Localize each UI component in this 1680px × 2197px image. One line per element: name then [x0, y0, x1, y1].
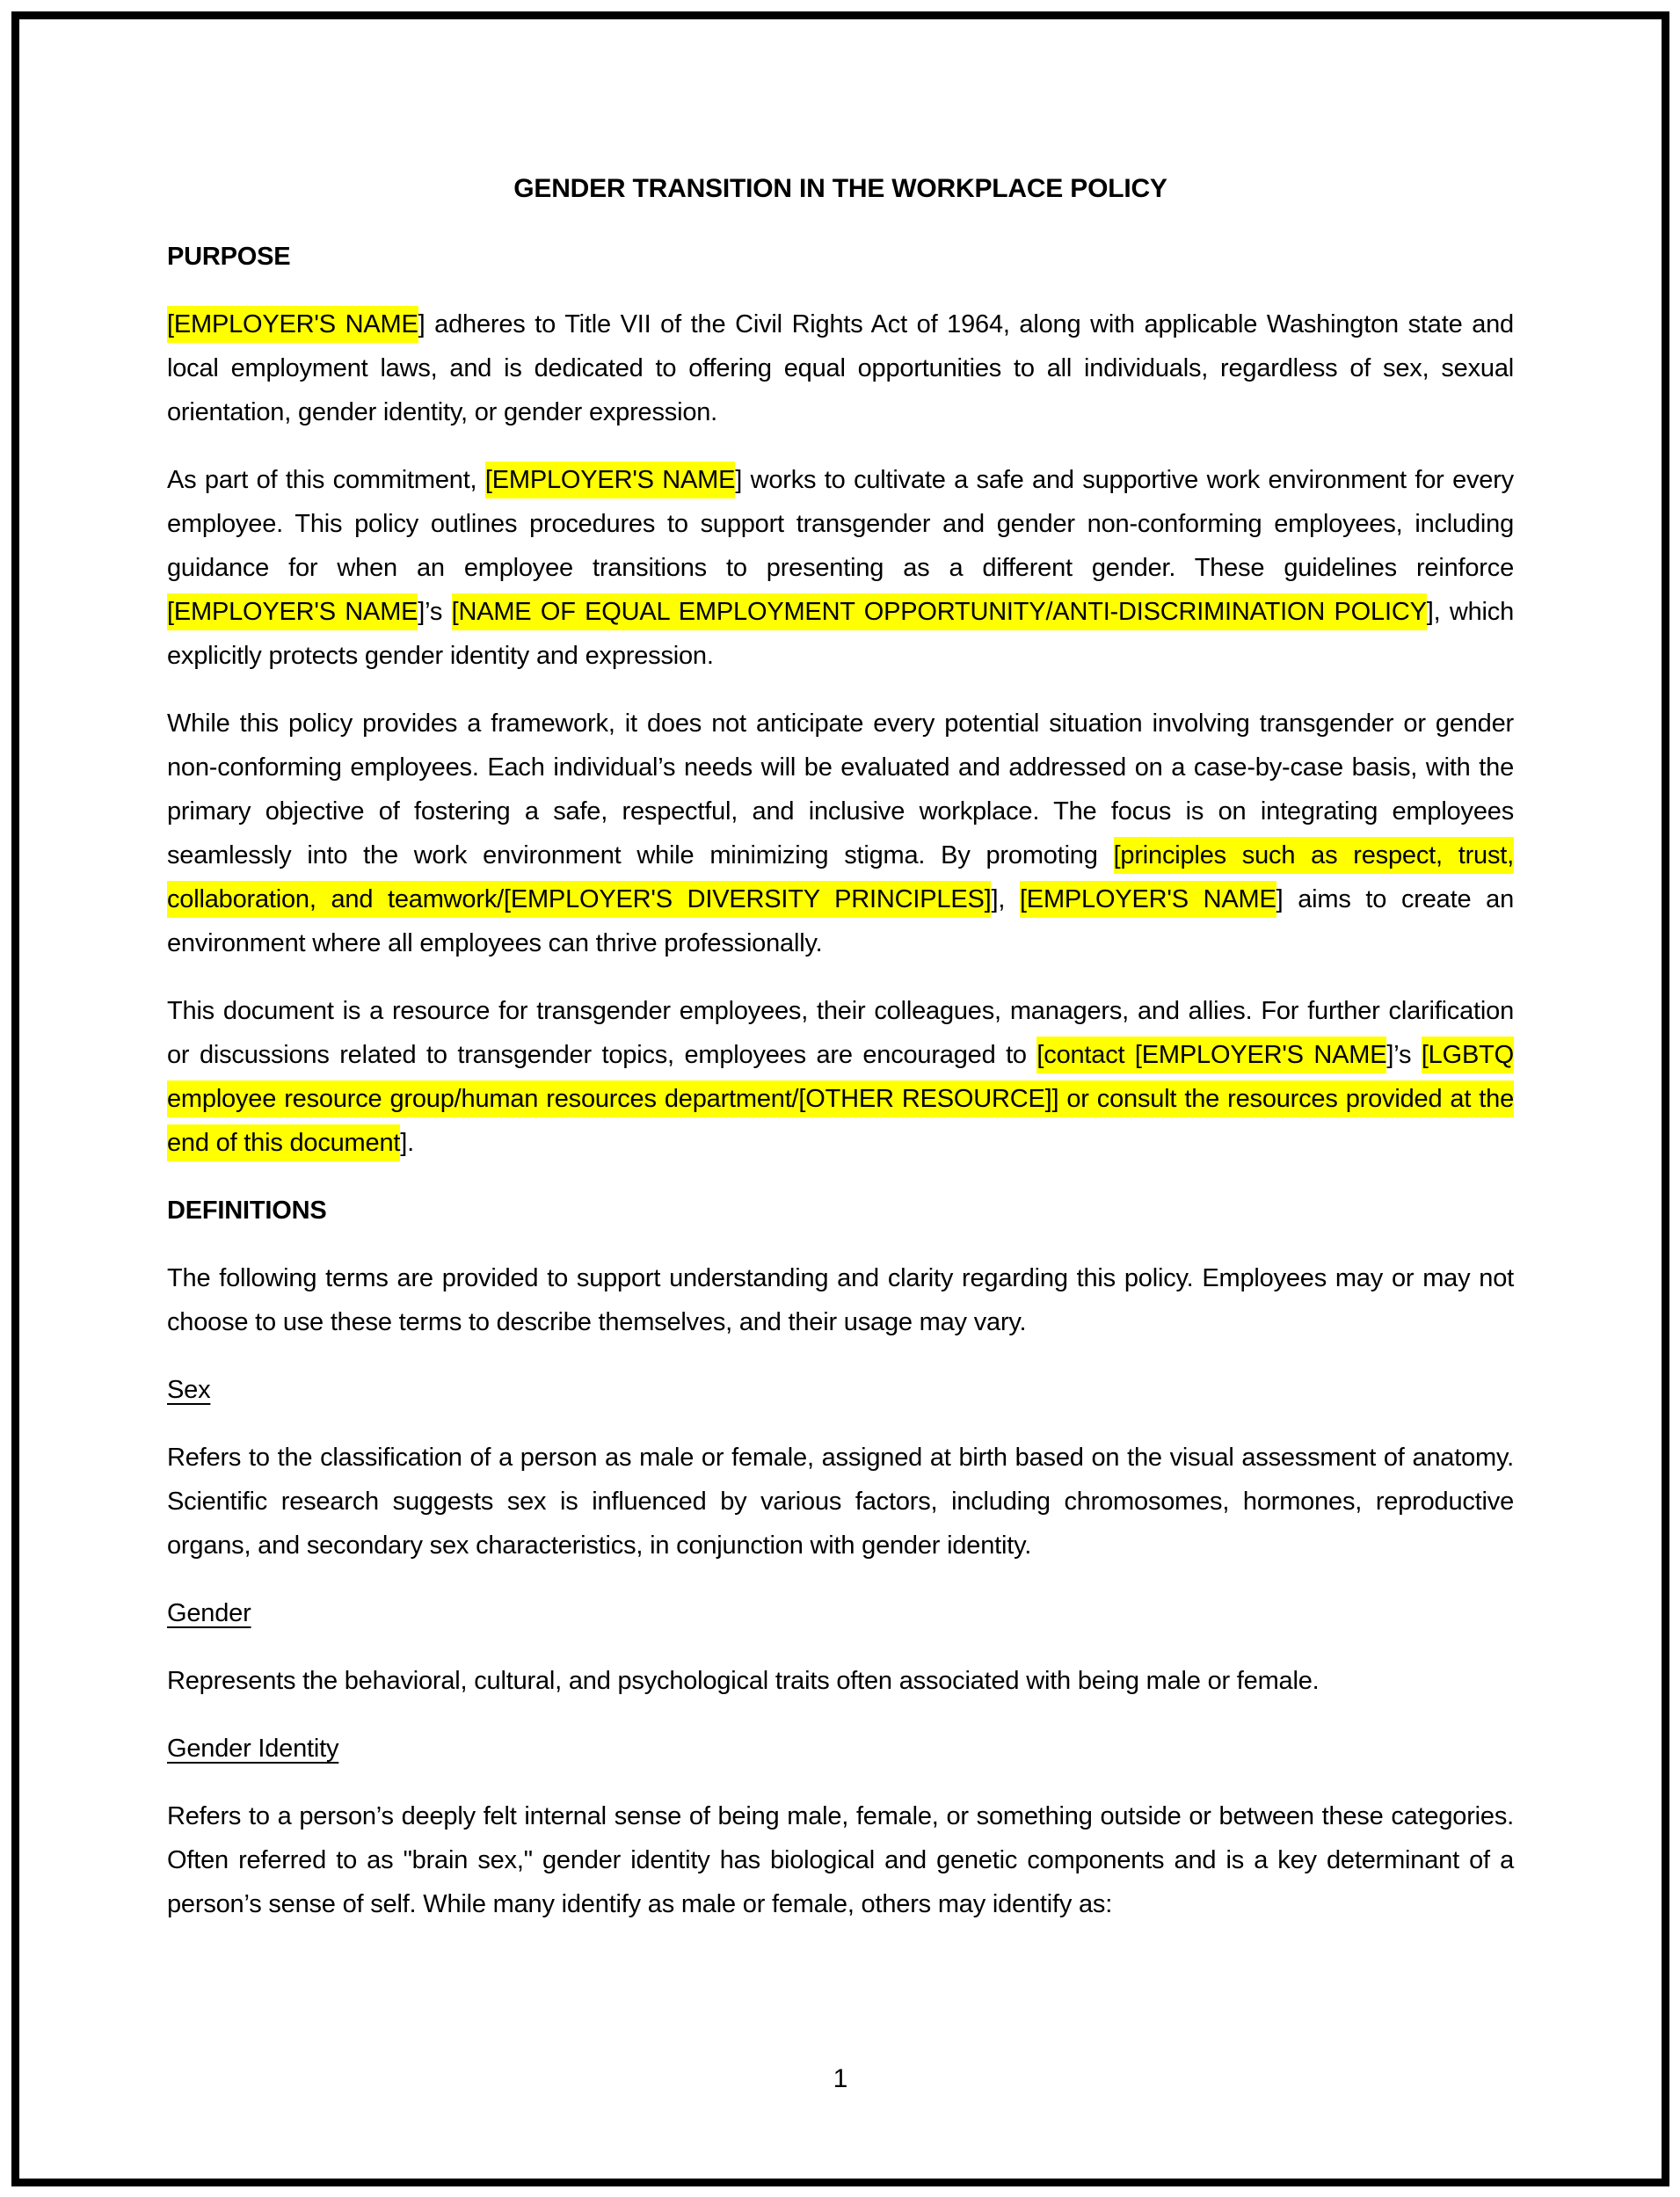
highlighted-placeholder: [contact [EMPLOYER'S NAME: [1036, 1037, 1386, 1073]
text-segment: Refers to a person’s deeply felt internal sense of being male, female, or something outside or between these categories. Often referred to as "brain sex," gender identity has biological and genetic components and is a key determinant of a person’s sense of self. While many identify as male or female, others may identify as:: [167, 1802, 1514, 1918]
paragraph: [167, 1794, 1514, 1926]
highlighted-placeholder: [LGBTQ employee resource group/human resources department/[OTHER RESOURCE]] or consult the resources provided at the end of this document: [167, 1037, 1514, 1161]
text-segment: ] adheres to Title VII of the Civil Rights Act of 1964, along with applicable Washington state and local employment laws, and is dedicated to offering equal opportunities to all individuals, regardless of sex, sexual orientation, gender identity, or gender expression.: [167, 310, 1514, 426]
highlighted-placeholder: [principles such as respect, trust, collaboration, and teamwork/[EMPLOYER'S DIVERSITY PRINCIPLES]: [167, 837, 1514, 918]
paragraph: [167, 1436, 1514, 1568]
text-segment: The following terms are provided to support understanding and clarity regarding this policy. Employees may or may not choose to use these terms to describe themselves, and their usage may vary.: [167, 1264, 1514, 1336]
definition-term: Sex: [167, 1376, 211, 1404]
section-heading: DEFINITIONS: [167, 1197, 327, 1225]
text-segment: This document is a resource for transgender employees, their colleagues, managers, and allies. For further clarification or discussions related to transgender topics, employees are encouraged to: [167, 997, 1514, 1069]
text-segment: ] works to cultivate a safe and supportive work environment for every employee. This policy outlines procedures to support transgender and gender non-conforming employees, including guidance for when an employee transitions to presenting as a different gender. These guidelines reinforce: [167, 466, 1514, 582]
text-segment: As part of this commitment,: [167, 466, 485, 494]
highlighted-placeholder: [EMPLOYER'S NAME: [485, 462, 735, 498]
definition-term: Gender Identity: [167, 1735, 339, 1763]
document-content: [19, 19, 1662, 1926]
text-segment: ], which explicitly protects gender identity and expression.: [167, 598, 1514, 670]
text-segment: While this policy provides a framework, it does not anticipate every potential situation involving transgender or gender non-conforming employees. Each individual’s needs will be evaluated and addressed on a case-by-case basis, with the primary objective of fostering a safe, respectful, and inclusive workplace. The focus is on integrating employees seamlessly into the work environment while minimizing stigma. By promoting: [167, 709, 1514, 869]
page-number: 1: [833, 2064, 848, 2093]
paragraph: [167, 989, 1514, 1165]
text-segment: ].: [400, 1129, 414, 1157]
paragraph: [167, 458, 1514, 678]
document-body: [167, 235, 1514, 1926]
text-segment: ]’s: [418, 598, 452, 626]
text-segment: ]’s: [1386, 1041, 1422, 1069]
text-segment: Represents the behavioral, cultural, and psychological traits often associated with being male or female.: [167, 1667, 1320, 1695]
highlighted-placeholder: [NAME OF EQUAL EMPLOYMENT OPPORTUNITY/ANTI-DISCRIMINATION POLICY: [452, 593, 1427, 630]
text-segment: Refers to the classification of a person as male or female, assigned at birth based on the visual assessment of anatomy. Scientific research suggests sex is influenced by various factors, including chromosomes, hormones, reproductive organs, and secondary sex characteristics, in conjunction with gender identity.: [167, 1444, 1514, 1560]
text-segment: ] aims to create an environment where all employees can thrive professionally.: [167, 885, 1514, 957]
paragraph: [167, 1256, 1514, 1344]
definition-term: Gender: [167, 1599, 251, 1627]
paragraph: [167, 702, 1514, 965]
highlighted-placeholder: [EMPLOYER'S NAME: [167, 306, 418, 343]
section-heading: PURPOSE: [167, 243, 291, 271]
highlighted-placeholder: [EMPLOYER'S NAME: [167, 593, 418, 630]
paragraph: [167, 1659, 1514, 1703]
document-title: GENDER TRANSITION IN THE WORKPLACE POLICY: [513, 174, 1167, 203]
paragraph: [167, 302, 1514, 434]
text-segment: ],: [991, 885, 1020, 913]
highlighted-placeholder: [EMPLOYER'S NAME: [1020, 881, 1276, 918]
page-border: [11, 11, 1669, 2186]
